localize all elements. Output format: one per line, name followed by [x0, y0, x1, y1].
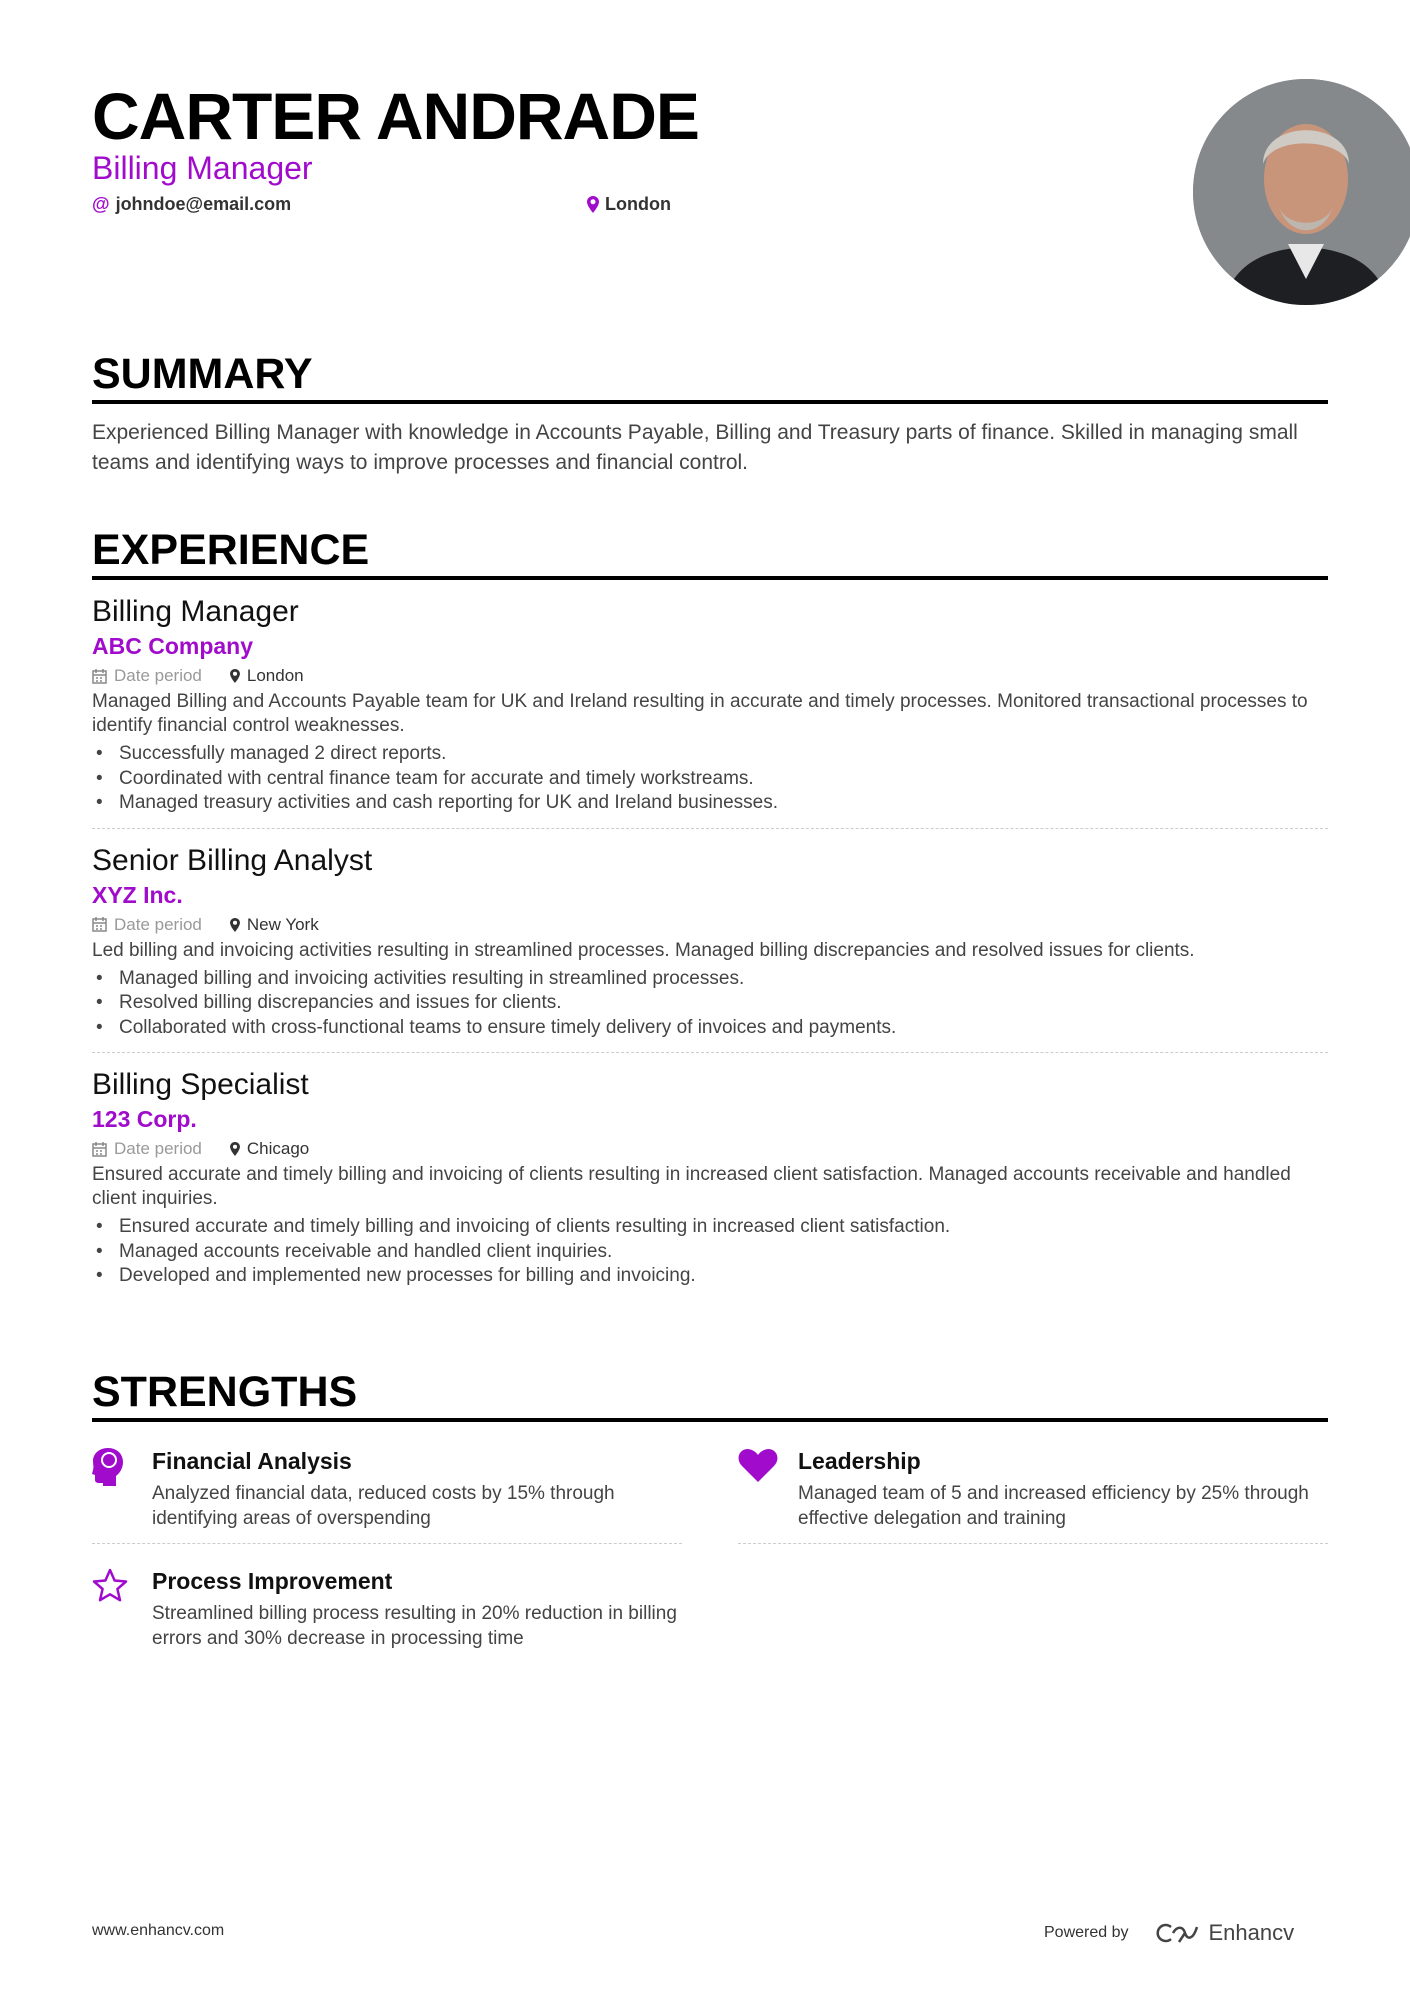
company-name: ABC Company: [92, 633, 254, 659]
strength-title: Process Improvement: [152, 1568, 393, 1594]
summary-heading: SUMMARY: [92, 350, 1328, 404]
bullet-item: • Managed billing and invoicing activities resulting in streamlined processes.: [92, 967, 1328, 992]
strength-item: [92, 1436, 682, 1544]
strength-text: Streamlined billing process resulting in 20% reduction in billing errors and 30% decrease in processing time: [152, 1603, 677, 1649]
company-name: XYZ Inc.: [92, 881, 183, 908]
summary-section: [92, 350, 1328, 478]
experience-heading: EXPERIENCE: [92, 526, 1328, 580]
brain-head-icon: [92, 1446, 134, 1531]
strengths-section: [92, 1368, 1328, 1675]
strength-title: Leadership: [798, 1448, 921, 1474]
candidate-title: Billing Manager: [92, 150, 313, 186]
job-title: Billing Manager: [92, 595, 299, 628]
job-title: Billing Specialist: [92, 1068, 309, 1101]
location-pin-icon: [230, 1142, 240, 1156]
job-description: Managed Billing and Accounts Payable team for UK and Ireland resulting in accurate and timely processes. Monitored transactional processes to identify financial control weaknesses.: [92, 691, 1308, 736]
calendar-icon: [92, 917, 107, 932]
bullet-item: • Resolved billing discrepancies and issues for clients.: [92, 991, 1328, 1016]
job-title: Senior Billing Analyst: [92, 843, 373, 877]
location-text: London: [605, 194, 671, 214]
strength-item: [92, 1556, 682, 1663]
job-bullets: [92, 967, 1328, 1041]
summary-text: Experienced Billing Manager with knowledge in Accounts Payable, Billing and Treasury parts of finance. Skilled in managing small teams and identifying ways to improve processes and financial control.: [92, 421, 1298, 474]
star-icon: [92, 1566, 134, 1651]
bullet-item: • Collaborated with cross-functional teams to ensure timely delivery of invoices and payments.: [92, 1016, 1328, 1041]
calendar-icon: [92, 669, 107, 684]
strength-text: Managed team of 5 and increased efficiency by 25% through effective delegation and training: [798, 1483, 1309, 1529]
job-entry: [92, 1053, 1328, 1301]
job-entry: [92, 580, 1328, 829]
strength-title: Financial Analysis: [152, 1448, 352, 1474]
bullet-item: • Coordinated with central finance team for accurate and timely workstreams.: [92, 767, 1328, 792]
website-link[interactable]: www.enhancv.com: [92, 1922, 225, 1939]
location-contact: [587, 194, 671, 215]
strengths-heading: STRENGTHS: [92, 1368, 1328, 1422]
bullet-item: • Ensured accurate and timely billing and invoicing of clients resulting in increased client satisfaction.: [92, 1215, 1328, 1240]
candidate-name: CARTER ANDRADE: [92, 79, 699, 153]
strength-item: [738, 1436, 1328, 1544]
email-text: johndoe@email.com: [115, 194, 292, 214]
job-bullets: [92, 742, 1328, 816]
job-description: Ensured accurate and timely billing and invoicing of clients resulting in increased client satisfaction. Managed accounts receivable and handled client inquiries.: [92, 1164, 1291, 1209]
company-name: 123 Corp.: [92, 1106, 197, 1132]
strength-text: Analyzed financial data, reduced costs by 15% through identifying areas of overspending: [152, 1483, 615, 1529]
job-location: Chicago: [246, 1139, 310, 1158]
bullet-item: • Developed and implemented new processes for billing and invoicing.: [92, 1264, 1328, 1289]
date-period: Date period: [114, 914, 202, 934]
bullet-item: • Managed accounts receivable and handled client inquiries.: [92, 1240, 1328, 1265]
location-pin-icon: [230, 918, 240, 932]
date-period: Date period: [114, 666, 202, 685]
at-icon: @: [92, 194, 110, 214]
email-contact[interactable]: [92, 194, 291, 215]
powered-by-text: Powered by: [1044, 1924, 1129, 1941]
location-pin-icon: [230, 669, 240, 683]
experience-section: [92, 526, 1328, 1301]
job-entry: [92, 829, 1328, 1054]
location-pin-icon: [587, 196, 599, 213]
bullet-item: • Managed treasury activities and cash reporting for UK and Ireland businesses.: [92, 791, 1328, 816]
job-location: London: [246, 666, 304, 685]
job-location: New York: [246, 914, 319, 934]
heart-icon: [738, 1446, 780, 1531]
profile-photo: [1193, 79, 1410, 305]
job-description: Led billing and invoicing activities resulting in streamlined processes. Managed billing discrepancies and resolved issues for clients.: [92, 939, 1195, 961]
calendar-icon: [92, 1142, 107, 1157]
job-bullets: [92, 1215, 1328, 1289]
powered-by[interactable]: [1044, 1920, 1294, 1946]
bullet-item: • Successfully managed 2 direct reports.: [92, 742, 1328, 767]
date-period: Date period: [114, 1139, 202, 1158]
enhancv-logo-icon: [1153, 1922, 1199, 1944]
enhancv-brand: Enhancv: [1208, 1920, 1295, 1945]
